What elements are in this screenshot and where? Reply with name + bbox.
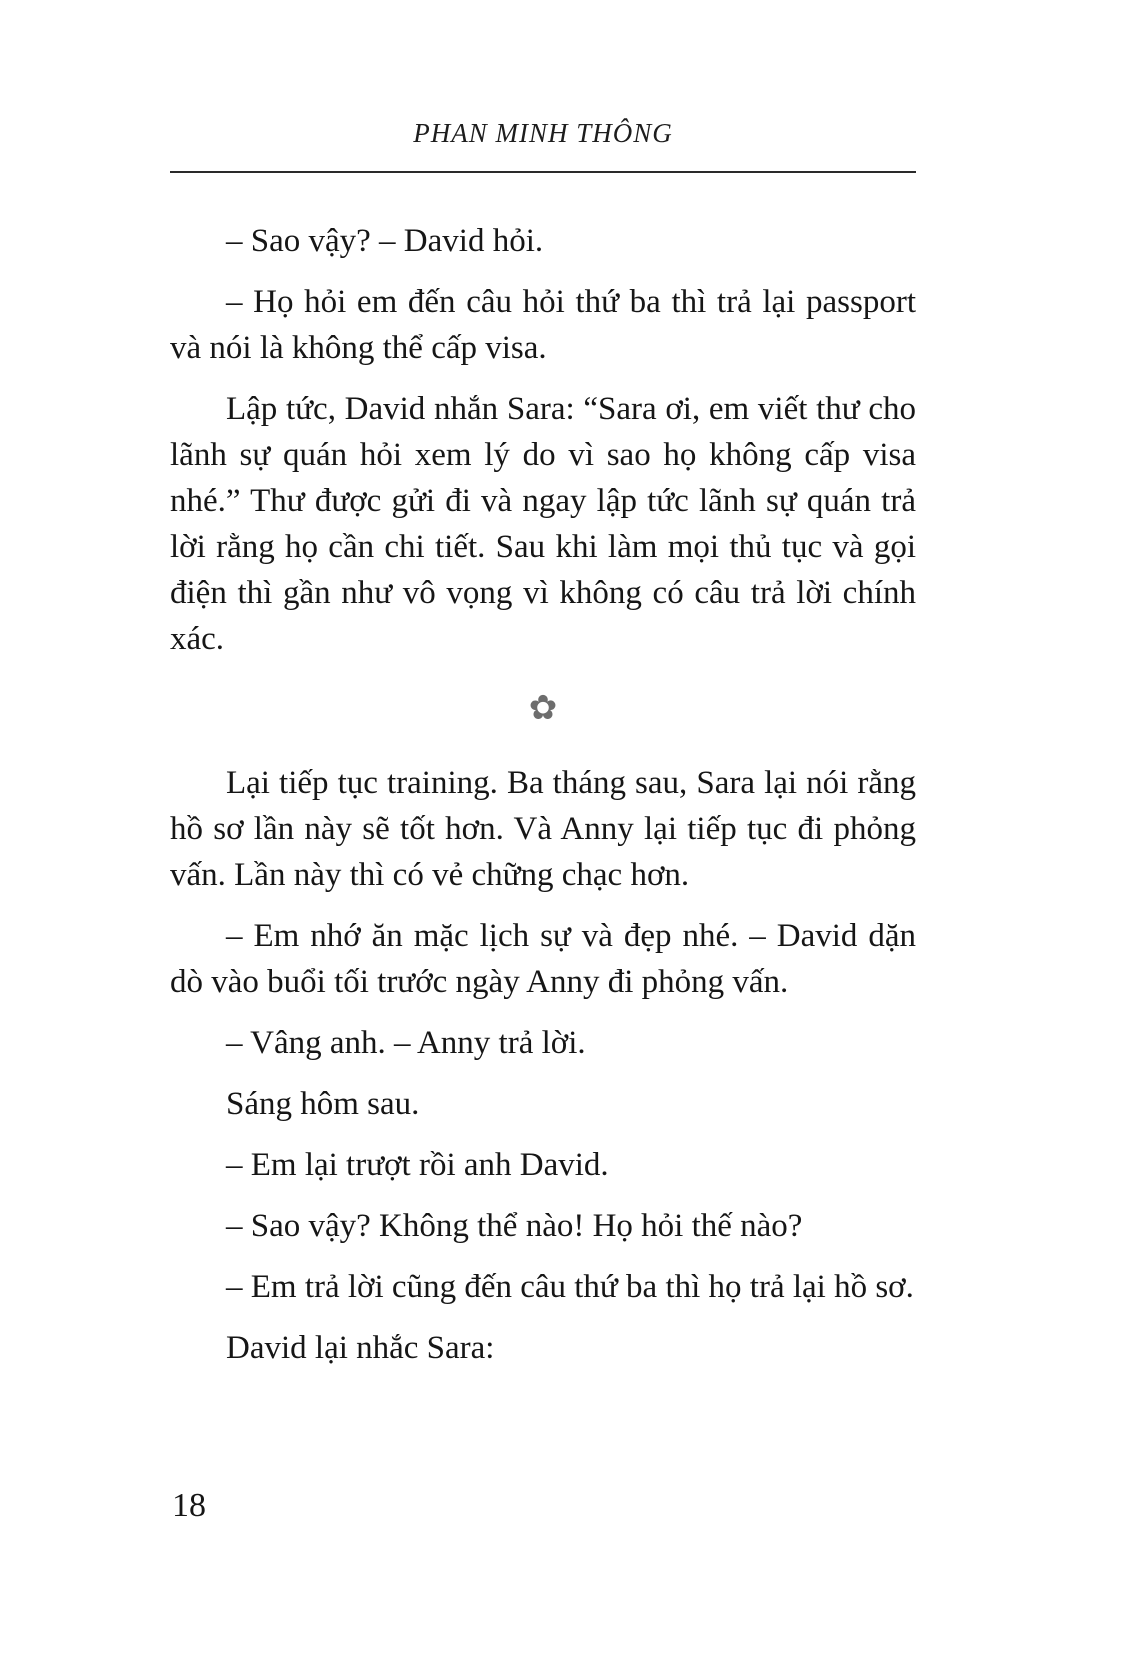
paragraph: Lập tức, David nhắn Sara: “Sara ơi, em viết thư cho lãnh sự quán hỏi xem lý do vì sao họ không cấp visa nhé.” Thư được gửi đi và ngay lập tức lãnh sự quán trả lời rằng họ cần chi tiết. Sau khi làm mọi thủ tục và gọi điện thì gần như vô vọng vì không có câu trả lời chính xác. <box>170 391 916 657</box>
body-text <box>170 218 916 1386</box>
paragraph: – Họ hỏi em đến câu hỏi thứ ba thì trả lại passport và nói là không thể cấp visa. <box>170 284 916 366</box>
paragraph: – Sao vậy? – David hỏi. <box>226 223 544 259</box>
header-rule <box>170 171 916 173</box>
paragraph: Sáng hôm sau. <box>226 1086 420 1122</box>
page-number: 18 <box>172 1487 206 1524</box>
section-after-break <box>170 760 916 1371</box>
paragraph: – Em trả lời cũng đến câu thứ ba thì họ trả lại hồ sơ. <box>226 1269 914 1305</box>
flower-ornament-icon: ✿ <box>528 690 558 727</box>
running-header <box>170 118 916 163</box>
section-break <box>170 692 916 726</box>
paragraph: – Em nhớ ăn mặc lịch sự và đẹp nhé. – David dặn dò vào buổi tối trước ngày Anny đi phỏng vấn. <box>170 918 916 1000</box>
paragraph: David lại nhắc Sara: <box>226 1330 495 1366</box>
paragraph: Lại tiếp tục training. Ba tháng sau, Sara lại nói rằng hồ sơ lần này sẽ tốt hơn. Và Anny lại tiếp tục đi phỏng vấn. Lần này thì có vẻ chững chạc hơn. <box>170 765 916 893</box>
paragraph: – Vâng anh. – Anny trả lời. <box>226 1025 586 1061</box>
running-header-title: PHAN MINH THÔNG <box>413 118 673 148</box>
section-before-break <box>170 218 916 662</box>
paragraph: – Sao vậy? Không thể nào! Họ hỏi thế nào? <box>226 1208 803 1244</box>
paragraph: – Em lại trượt rồi anh David. <box>226 1147 609 1183</box>
